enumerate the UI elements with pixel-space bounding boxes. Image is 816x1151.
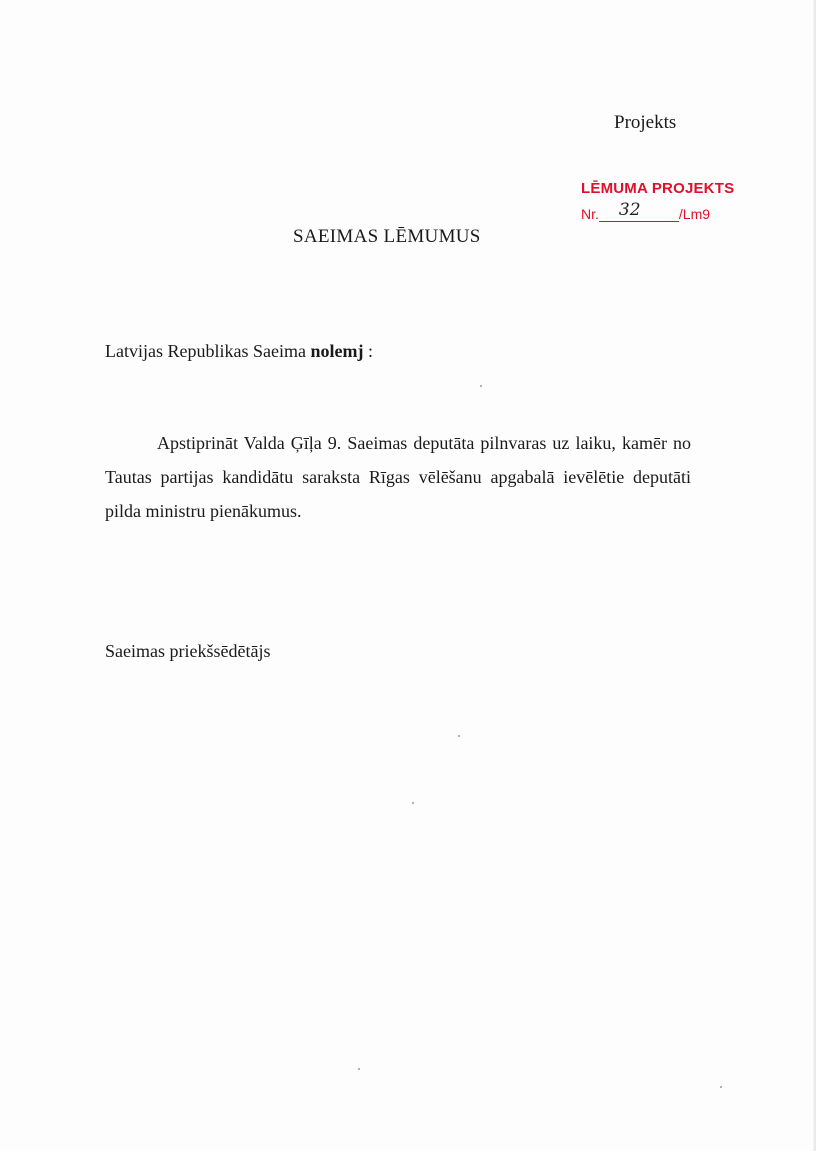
stamp-number-field — [599, 200, 679, 222]
stamp-suffix: /Lm9 — [678, 206, 711, 222]
signature-title: Saeimas priekšsēdētājs — [105, 641, 271, 661]
scan-speck — [412, 802, 414, 804]
stamp-number-line — [581, 200, 734, 222]
scan-speck — [720, 1086, 722, 1088]
scan-speck — [480, 385, 482, 387]
handwritten-number: 32 — [618, 200, 641, 220]
decision-suffix: : — [363, 341, 373, 361]
document-title: SAEIMAS LĒMUMUS — [293, 226, 481, 247]
projekts-label: Projekts — [614, 112, 677, 133]
stamp-prefix: Nr. — [581, 206, 599, 222]
decision-body: Apstiprināt Valda Ģīļa 9. Saeimas deputāta pilnvaras uz laiku, kamēr no Tautas partijas kandidātu saraksta Rīgas vēlēšanu apgabalā ievēlētie deputāti pilda ministru pienākumus. — [105, 433, 691, 521]
decision-prefix: Latvijas Republikas Saeima — [105, 341, 311, 361]
scan-speck — [358, 1068, 360, 1070]
draft-stamp — [581, 180, 734, 222]
scan-speck — [458, 735, 460, 737]
stamp-title: LĒMUMA PROJEKTS — [581, 180, 735, 197]
decision-line — [105, 341, 373, 362]
decision-keyword: nolemj — [310, 341, 364, 361]
